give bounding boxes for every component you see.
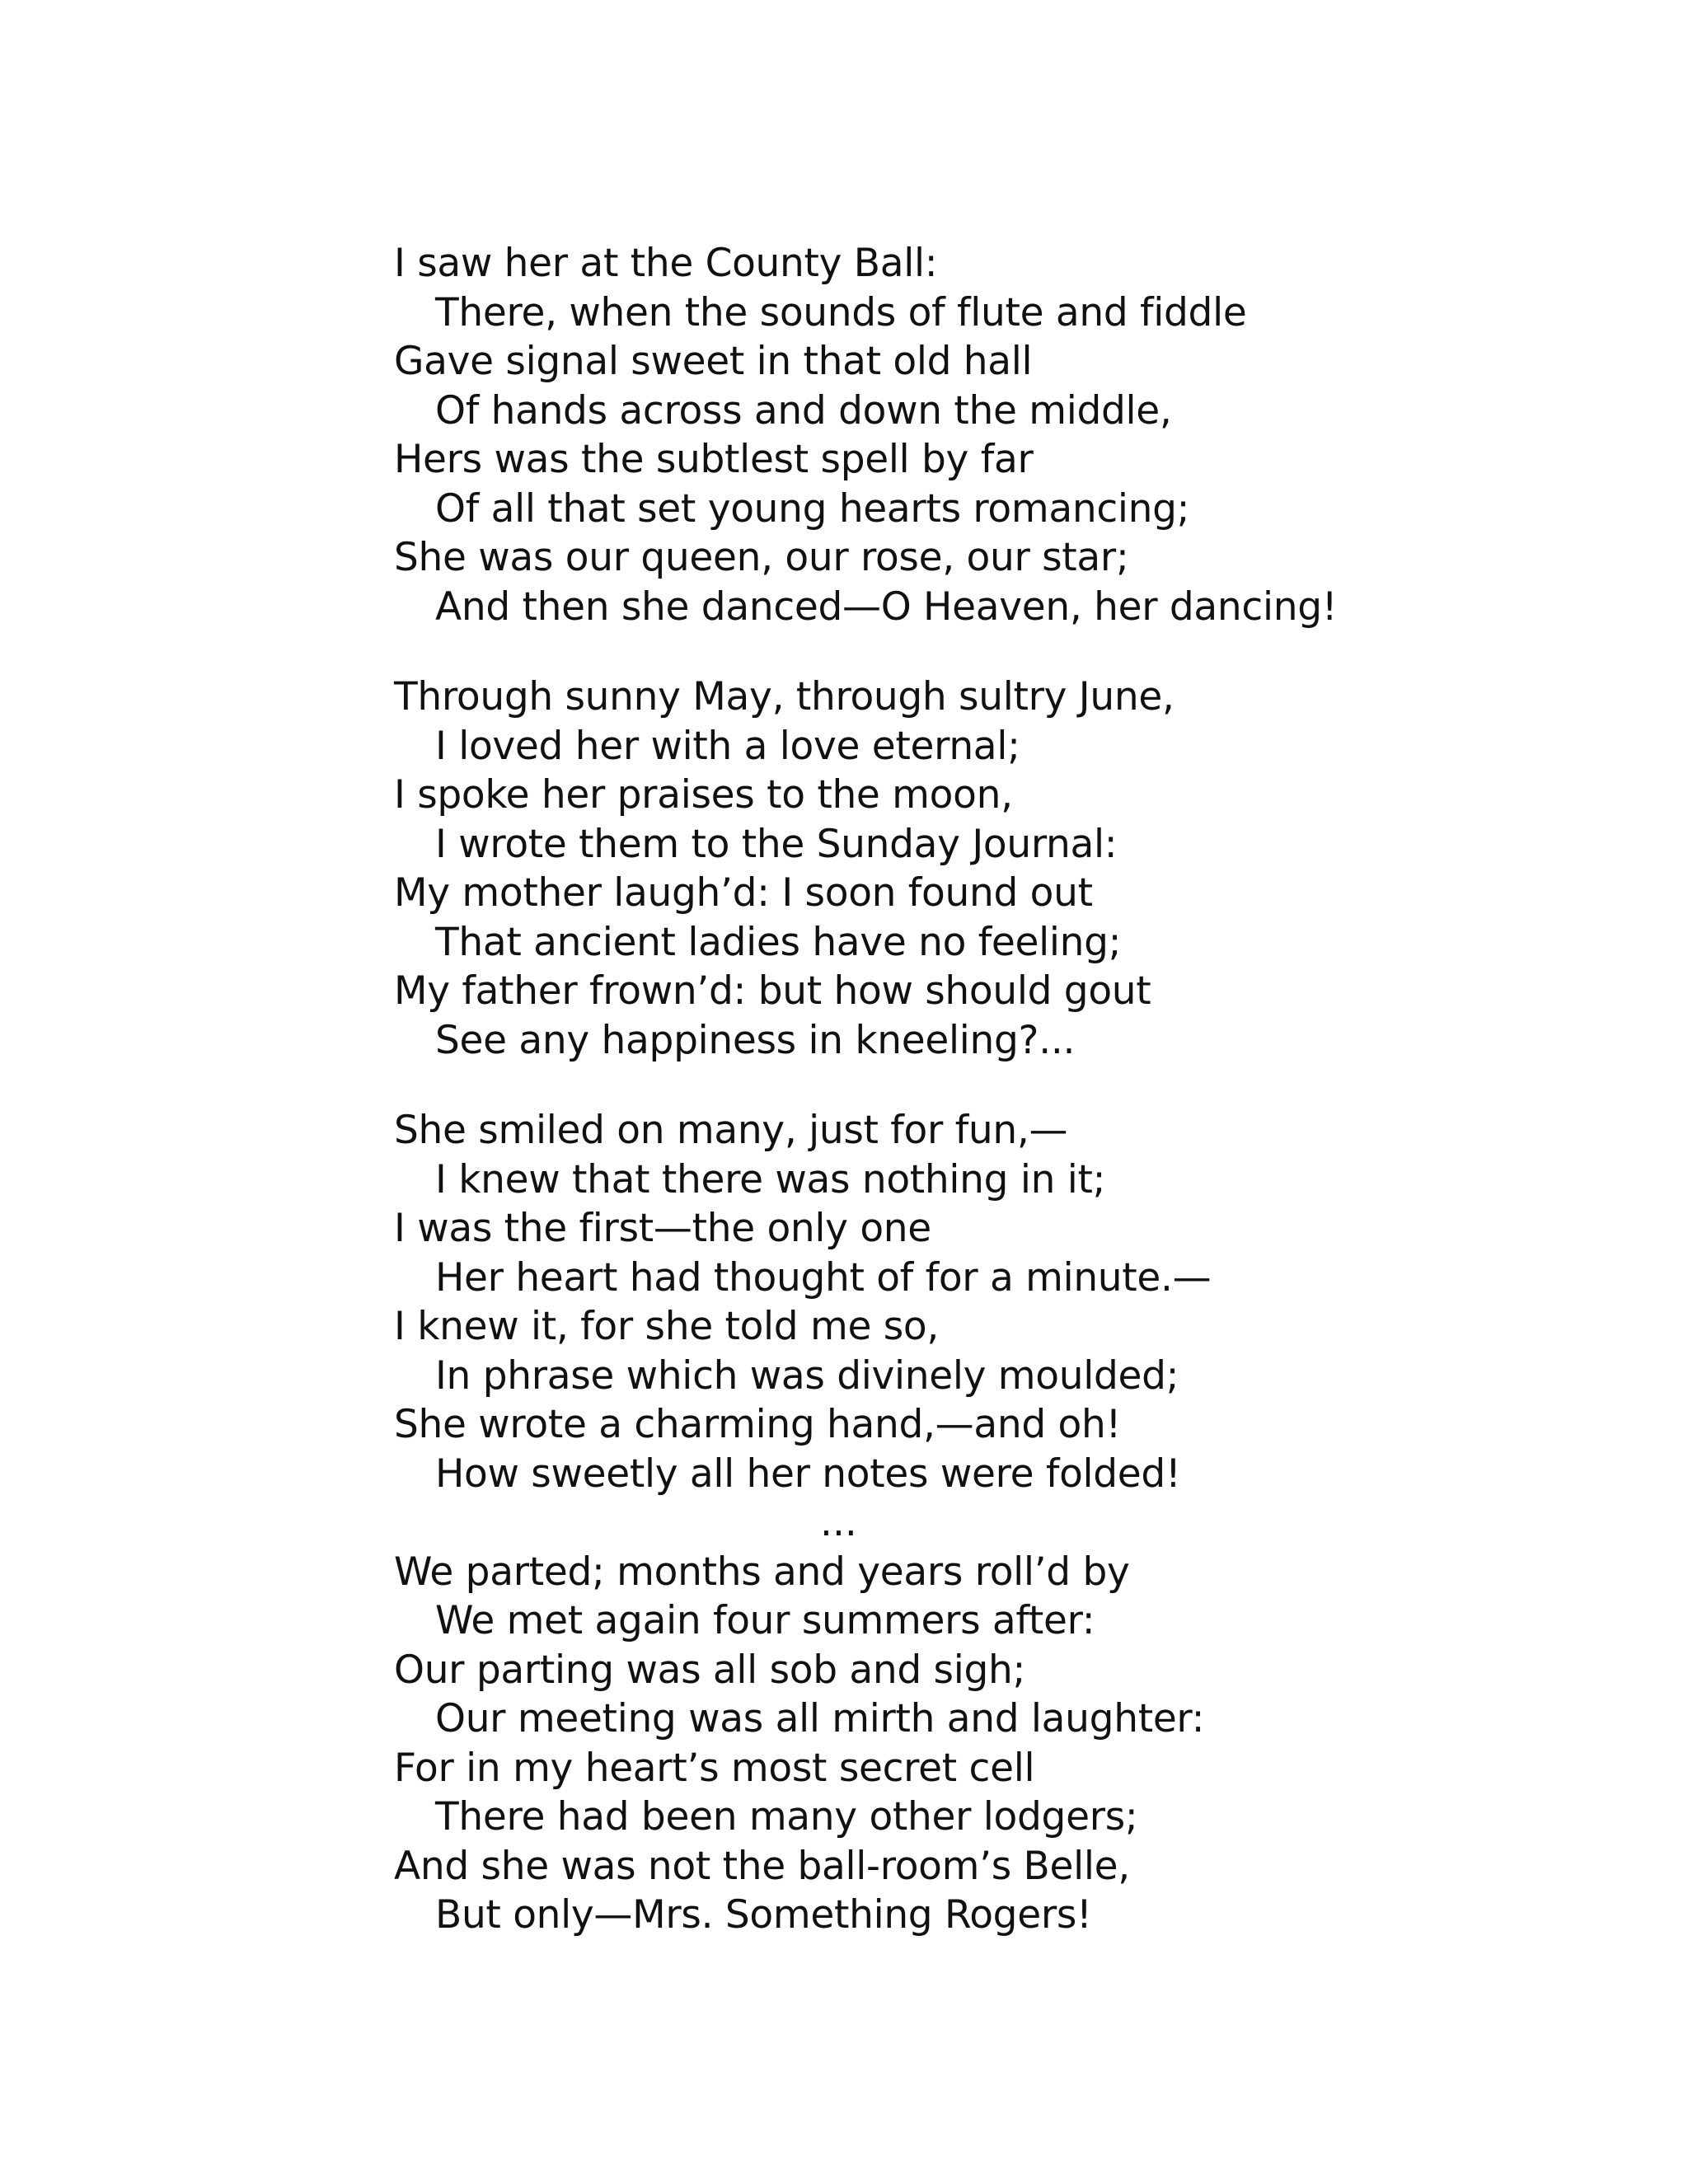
poem-line: Our parting was all sob and sigh; — [394, 1647, 1026, 1693]
poem-line: Gave signal sweet in that old hall — [394, 339, 1033, 384]
poem-line: In phrase which was divinely moulded; — [435, 1352, 1179, 1399]
stanza-2 — [394, 673, 1465, 1065]
poem-line: I knew it, for she told me so, — [394, 1304, 940, 1349]
poem-line: I saw her at the County Ball: — [394, 241, 938, 286]
poem-line: We met again four summers after: — [435, 1598, 1095, 1643]
poem-line: I wrote them to the Sunday Journal: — [435, 821, 1118, 867]
poem-line: Through sunny May, through sultry June, — [394, 674, 1175, 719]
poem-line: She was our queen, our rose, our star; — [394, 535, 1129, 580]
poem-line: That ancient ladies have no feeling; — [435, 919, 1122, 965]
poem-line: There had been many other lodgers; — [435, 1794, 1138, 1840]
poem-line: I was the first—the only one — [394, 1206, 931, 1251]
poem-line: Our meeting was all mirth and laughter: — [435, 1696, 1205, 1741]
poem-line: Hers was the subtlest spell by far — [394, 437, 1034, 482]
stanza-gap — [394, 1065, 1465, 1106]
ellipsis-separator: ... — [820, 1500, 857, 1545]
poem-line: Of hands across and down the middle, — [435, 387, 1172, 434]
poem-line: I loved her with a love eternal; — [435, 723, 1020, 769]
poem-line: My mother laugh’d: I soon found out — [394, 870, 1093, 916]
poem-line: We parted; months and years roll’d by — [394, 1549, 1130, 1595]
poem-line: She wrote a charming hand,—and oh! — [394, 1402, 1122, 1447]
poem-line: And she was not the ball-room’s Belle, — [394, 1843, 1130, 1889]
poem-line: My father frown’d: but how should gout — [394, 968, 1151, 1014]
poem-line: And then she danced—O Heaven, her dancing! — [435, 583, 1338, 630]
poem-line: There, when the sounds of flute and fiddle — [435, 289, 1247, 335]
stanza-4 — [394, 1548, 1465, 1940]
poem-line: Her heart had thought of for a minute.— — [435, 1254, 1212, 1301]
poem-line: Of all that set young hearts romancing; — [435, 485, 1190, 532]
poem — [394, 239, 1465, 1940]
poem-line: But only—Mrs. Something Rogers! — [435, 1892, 1092, 1938]
stanza-1 — [394, 239, 1465, 631]
poem-line: She smiled on many, just for fun,— — [394, 1108, 1068, 1153]
stanza-gap — [394, 631, 1465, 673]
poem-line: For in my heart’s most secret cell — [394, 1745, 1035, 1791]
poem-line: How sweetly all her notes were folded! — [435, 1451, 1181, 1497]
poem-line: See any happiness in kneeling?... — [435, 1017, 1076, 1063]
stanza-3 — [394, 1106, 1465, 1498]
poem-line: I spoke her praises to the moon, — [394, 772, 1013, 818]
poem-line: I knew that there was nothing in it; — [435, 1156, 1106, 1202]
